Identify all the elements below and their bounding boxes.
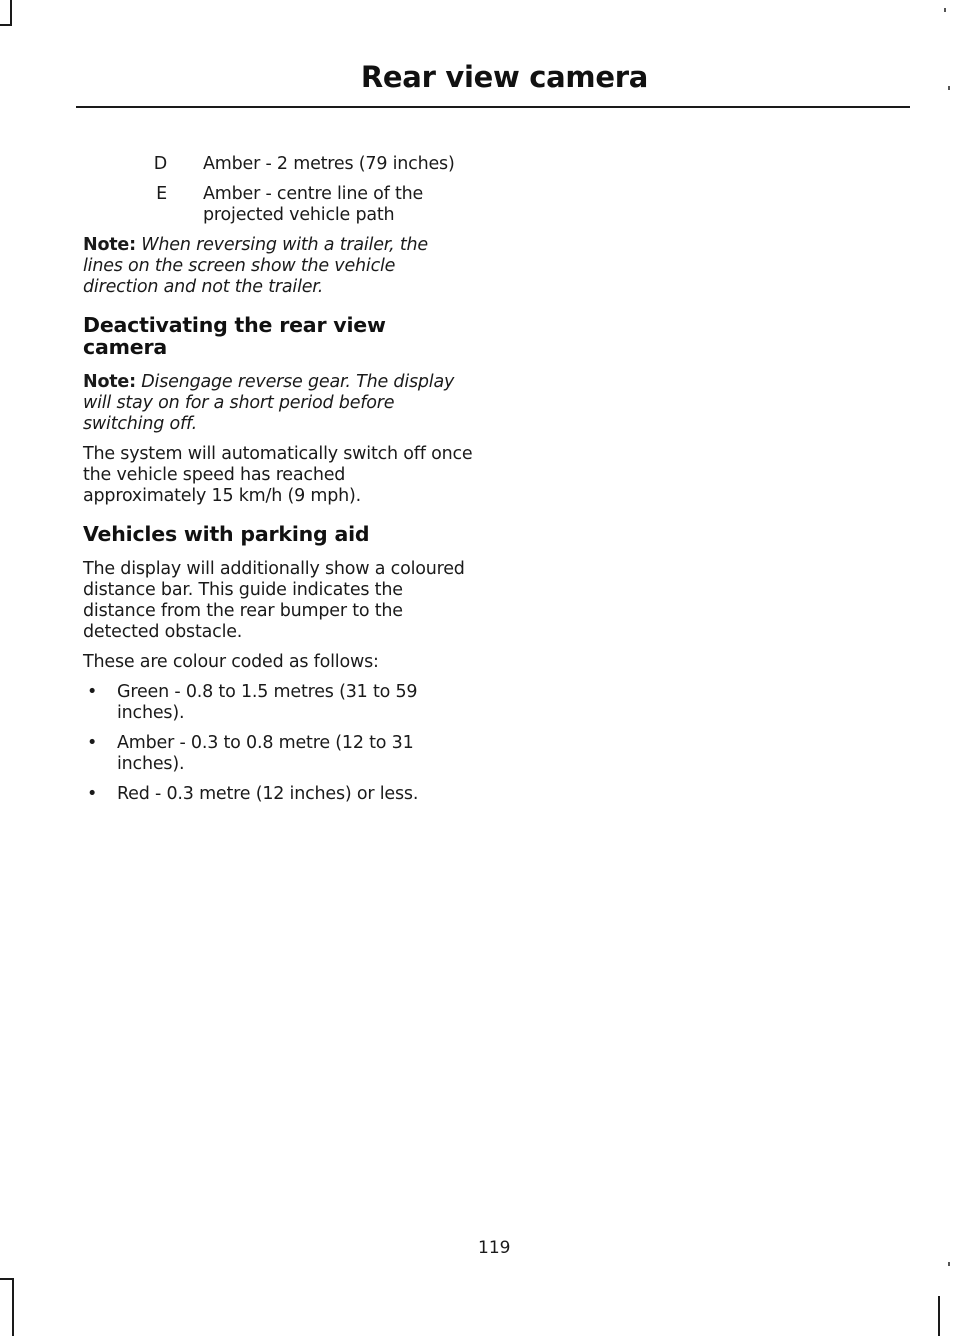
colour-code-list [83,682,473,805]
bullet-icon: • [87,733,98,753]
key-item-d [83,154,473,175]
note-label: Note: [83,372,136,392]
bullet-icon: • [87,682,98,702]
key-letter: E [156,184,167,204]
key-text: Amber - centre line of the projected vehicle path [203,184,424,225]
paragraph-colour-intro: These are colour coded as follows: [83,652,379,672]
registration-dot [948,86,950,90]
crop-mark-top-left-horizontal [0,24,12,26]
crop-mark-bottom-left-horizontal [0,1278,14,1280]
list-item: • Amber - 0.3 to 0.8 metre (12 to 31 inches). [83,733,473,775]
list-item: • Green - 0.8 to 1.5 metres (31 to 59 inches). [83,682,473,724]
note-deactivating [83,372,473,435]
paragraph-auto-switch-off: The system will automatically switch off once the vehicle speed has reached approximately 15 km/h (9 mph). [83,444,473,506]
note-text: Disengage reverse gear. The display will stay on for a short period before switching off. [83,372,455,434]
crop-mark-bottom-right [938,1296,940,1336]
bullet-icon: • [87,784,98,804]
title-divider [76,106,910,108]
page-title: Rear view camera [360,60,648,94]
note-label: Note: [83,235,136,255]
crop-mark-bottom-left [12,1278,14,1336]
note-trailer [83,235,473,298]
crop-mark-top-left [10,0,12,26]
key-text: Amber - 2 metres (79 inches) [203,154,455,174]
page-number: 119 [478,1238,511,1258]
heading-parking-aid: Vehicles with parking aid [83,522,370,546]
registration-dot [944,8,946,12]
paragraph-distance-bar: The display will additionally show a coloured distance bar. This guide indicates the distance from the rear bumper to the detected obstacle. [83,559,465,642]
list-item: • Red - 0.3 metre (12 inches) or less. [83,784,473,805]
key-item-e [83,184,473,226]
note-text: When reversing with a trailer, the lines on the screen show the vehicle direction and not the trailer. [83,235,428,297]
content-column [83,154,473,814]
key-letter: D [153,154,167,174]
heading-deactivating: Deactivating the rear view camera [83,313,386,359]
registration-dot [948,1262,950,1266]
